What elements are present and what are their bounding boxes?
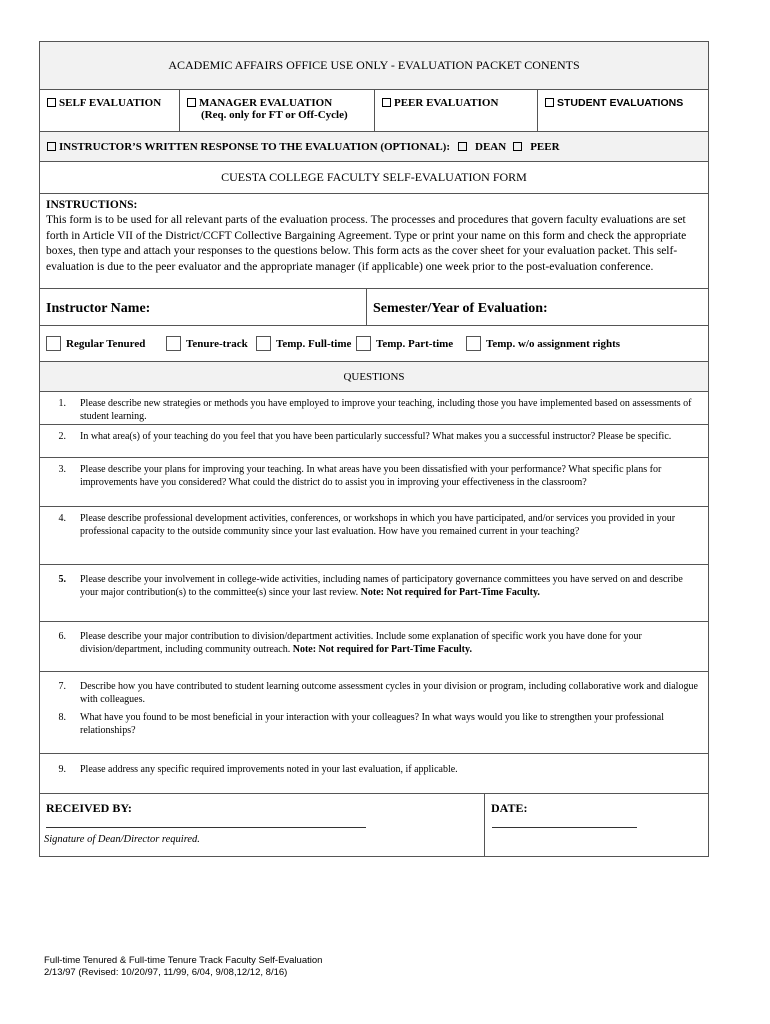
checkbox-icon[interactable] <box>513 142 522 151</box>
packet-student[interactable]: STUDENT EVALUATIONS <box>538 90 708 131</box>
checkbox-icon[interactable] <box>166 336 181 351</box>
packet-peer[interactable]: PEER EVALUATION <box>375 90 538 131</box>
signature-note: Signature of Dean/Director required. <box>44 834 200 845</box>
received-by-label: RECEIVED BY: <box>46 801 132 815</box>
packet-self[interactable]: SELF EVALUATION <box>40 90 180 131</box>
name-semester-row <box>40 289 708 326</box>
question-6: 6. Please describe your major contribution to division/department activities. Include some explanation of specific work you have done for your division/department, including community outreach. Note: Not required for Part-Time Faculty. <box>40 622 708 672</box>
question-1: 1. Please describe new strategies or methods you have employed to improve your teaching, including those you have implemented based on assessments of student learning. <box>40 392 708 425</box>
date-label: DATE: <box>491 801 528 815</box>
signature-line <box>46 827 366 828</box>
question-2: 2. In what area(s) of your teaching do you feel that you have been particularly successful? What makes you a successful instructor? Please be specific. <box>40 425 708 458</box>
checkbox-icon[interactable] <box>256 336 271 351</box>
question-5: 5. Please describe your involvement in college-wide activities, including names of participatory governance committees you have served on and describe your major contribution(s) to the committee(s) since your last review. Note: Not required for Part-Time Faculty. <box>40 565 708 622</box>
instructions-body: This form is to be used for all relevant parts of the evaluation process. The processes and procedures that govern faculty evaluations are set forth in Article VII of the District/CCFT Collective Bargaining Agreement. Type or print your name on this form and check the appropriate boxes, then type and attach your responses to the questions below. This form acts as the cover sheet for your evaluation packet. This self-evaluation is due to the peer evaluator and the appropriate manager (if applicable) one week prior to the post-evaluation conference. <box>46 214 687 273</box>
question-7: 7. Describe how you have contributed to student learning outcome assessment cycles in your division or program, including collaborative work and dialogue with colleagues. <box>58 681 698 705</box>
question-3: 3. Please describe your plans for improving your teaching. In what areas have you been dissatisfied with your performance? What specific plans for improvements have you considered? What could the district do to assist you in improving your effectiveness in the classroom? <box>40 458 708 507</box>
footer-revision: 2/13/97 (Revised: 10/20/97, 11/99, 6/04, 9/08,12/12, 8/16) <box>44 967 288 978</box>
question-8: 8. What have you found to be most beneficial in your interaction with your colleagues? In what ways would you like to strengthen your professional relationships? <box>40 707 708 754</box>
checkbox-icon[interactable] <box>356 336 371 351</box>
checkbox-icon[interactable] <box>187 98 196 107</box>
employment-status-row <box>40 326 708 362</box>
question-4: 4. Please describe professional development activities, conferences, or workshops in which you have participated, and/or services you provided in your professional capacity to the outside community since your last evaluation. How have you remained current in your teaching? <box>40 507 708 565</box>
checkbox-icon[interactable] <box>458 142 467 151</box>
received-by-field[interactable] <box>40 794 485 856</box>
checkbox-icon[interactable] <box>466 336 481 351</box>
instructor-name-field[interactable]: Instructor Name: <box>40 289 367 325</box>
date-field[interactable] <box>485 794 708 856</box>
response-dean: DEAN <box>475 140 507 153</box>
packet-contents-row <box>40 90 708 132</box>
packet-manager[interactable]: MANAGER EVALUATION (Req. only for FT or Off-Cycle) <box>180 90 375 131</box>
questions-title: QUESTIONS <box>343 370 405 383</box>
question-9: 9. Please address any specific required improvements noted in your last evaluation, if applicable. <box>40 754 708 794</box>
evaluation-form <box>39 41 709 857</box>
status-temp-part-time[interactable]: Temp. Part-time <box>356 336 466 351</box>
status-temp-no-assignment-rights[interactable]: Temp. w/o assignment rights <box>466 336 620 351</box>
response-peer: PEER <box>530 140 560 153</box>
written-response-row <box>40 132 708 162</box>
status-regular-tenured[interactable]: Regular Tenured <box>46 336 166 351</box>
questions-header <box>40 362 708 392</box>
checkbox-icon[interactable] <box>47 142 56 151</box>
office-use-title: ACADEMIC AFFAIRS OFFICE USE ONLY - EVALUATION PACKET CONENTS <box>168 58 580 72</box>
checkbox-icon[interactable] <box>382 98 391 107</box>
footer-title: Full-time Tenured & Full-time Tenure Track Faculty Self-Evaluation <box>44 955 323 966</box>
signature-row <box>40 794 708 856</box>
written-response-label: INSTRUCTOR’S WRITTEN RESPONSE TO THE EVALUATION (OPTIONAL): <box>59 140 451 153</box>
instructions-block <box>40 194 708 289</box>
checkbox-icon[interactable] <box>545 98 554 107</box>
form-title: CUESTA COLLEGE FACULTY SELF-EVALUATION FORM <box>221 170 527 184</box>
form-title-row <box>40 162 708 194</box>
office-use-header <box>40 42 708 90</box>
checkbox-icon[interactable] <box>46 336 61 351</box>
semester-field[interactable]: Semester/Year of Evaluation: <box>373 301 548 316</box>
status-temp-full-time[interactable]: Temp. Full-time <box>256 336 356 351</box>
footer <box>44 955 322 979</box>
instructions-heading: INSTRUCTIONS: <box>46 199 138 211</box>
checkbox-icon[interactable] <box>47 98 56 107</box>
status-tenure-track[interactable]: Tenure-track <box>166 336 256 351</box>
date-line <box>492 827 637 828</box>
